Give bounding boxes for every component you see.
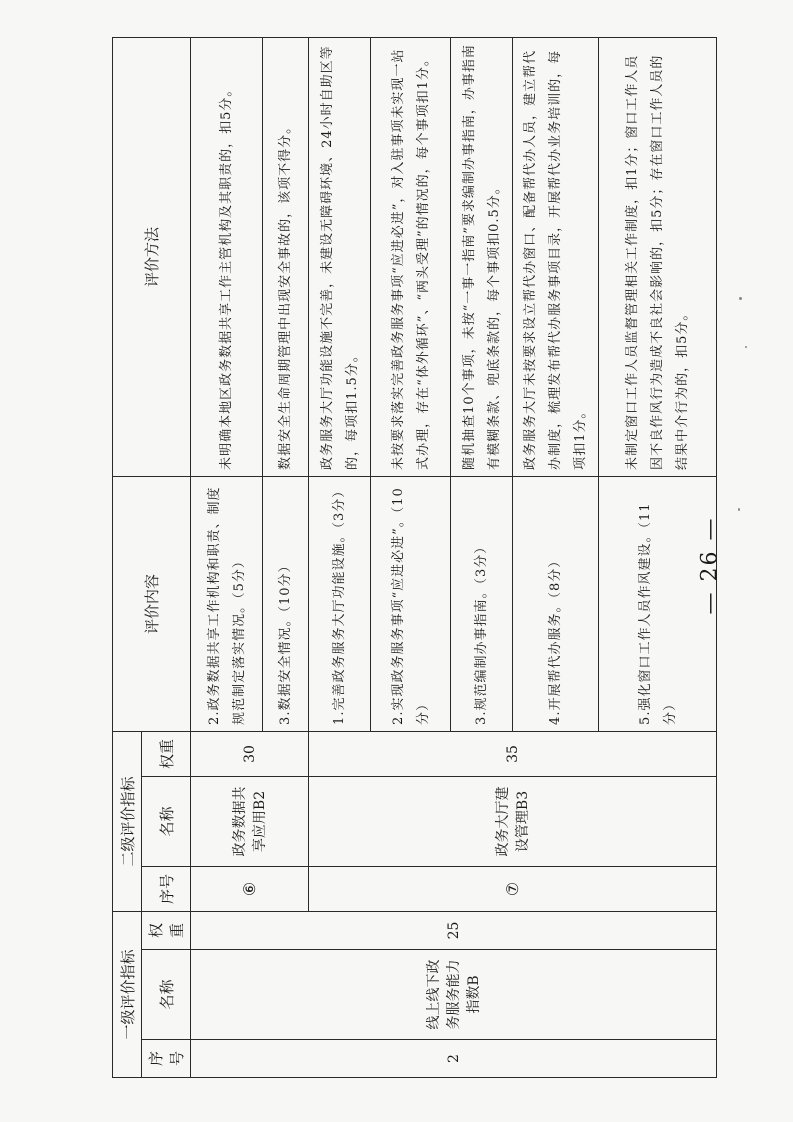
content-cell: 3.规范编制办事指南。（3分）	[451, 476, 513, 731]
level2-seq-header: 序号	[142, 866, 191, 911]
content-cell: 4.开展帮代办服务。（8分）	[513, 476, 599, 731]
level1-seq: 2	[191, 1040, 717, 1078]
group-b3-name: 政务大厅建设管理B3	[309, 776, 717, 866]
content-header: 评价内容	[113, 476, 191, 731]
method-cell: 政务服务大厅功能设施不完善，未建设无障碍环境、24小时自助区等的，每项扣1.5分。	[309, 37, 371, 476]
table-row	[191, 37, 263, 1077]
group-b3-weight: 35	[309, 731, 717, 776]
method-cell: 政务服务大厅未按要求设立帮代办窗口、配备帮代办人员，建立帮代办制度，梳理发布帮代办服务事项目录，开展帮代办业务培训的，每项扣1分。	[513, 37, 599, 476]
level1-name: 线上线下政务服务能力指数B	[191, 950, 717, 1040]
group-b2-name: 政务数据共享应用B2	[191, 776, 309, 866]
content-cell: 5.强化窗口工作人员作风建设。（11分）	[599, 476, 717, 731]
evaluation-table	[112, 37, 717, 1078]
level2-name-header: 名称	[142, 776, 191, 866]
method-cell: 未制定窗口工作人员监督管理相关工作制度，扣1分；窗口工作人员因不良作风行为造成不良社会影响的，扣5分；存在窗口工作人员的结果中介行为的，扣5分。	[599, 37, 717, 476]
scan-speck	[739, 297, 742, 300]
rotated-table-container	[112, 38, 690, 1078]
header-row-1	[113, 37, 142, 1077]
group-b3-seq: ⑦	[309, 866, 717, 911]
level1-header: 一级评价指标	[113, 911, 142, 1077]
level1-weight: 25	[191, 911, 717, 949]
content-cell: 3.数据安全情况。（10分）	[263, 476, 309, 731]
method-cell: 未明确本地区政务数据共享工作主管机构及其职责的，扣5分。	[191, 37, 263, 476]
scan-speck	[738, 508, 740, 511]
content-cell: 2.实现政务服务事项“应进必进”。（10分）	[371, 476, 451, 731]
level1-weight-header: 权重	[142, 911, 191, 949]
scan-speck	[745, 346, 747, 348]
method-cell: 随机抽查10个事项，未按“一事一指南”要求编制办事指南，办事指南有模糊条款、兜底条款的，每个事项扣0.5分。	[451, 37, 513, 476]
level2-header: 二级评价指标	[113, 731, 142, 911]
level1-name-header: 名称	[142, 950, 191, 1040]
level2-weight-header: 权重	[142, 731, 191, 776]
page-number: — 26 —	[697, 516, 723, 614]
method-header: 评价方法	[113, 37, 191, 476]
page-number-box	[690, 500, 730, 630]
content-cell: 2.政务数据共享工作机构和职责、制度规范制定落实情况。（5分）	[191, 476, 263, 731]
group-b2-weight: 30	[191, 731, 309, 776]
level1-seq-header: 序号	[142, 1040, 191, 1078]
content-cell: 1.完善政务服务大厅功能设施。（3分）	[309, 476, 371, 731]
method-cell: 未按要求落实完善政务服务事项“应进必进”，对入驻事项未实现一站式办理，存在“体外循环”、“两头受理”的情况的，每个事项扣1分。	[371, 37, 451, 476]
group-b2-seq: ⑥	[191, 866, 309, 911]
method-cell: 数据安全生命周期管理中出现安全事故的，该项不得分。	[263, 37, 309, 476]
